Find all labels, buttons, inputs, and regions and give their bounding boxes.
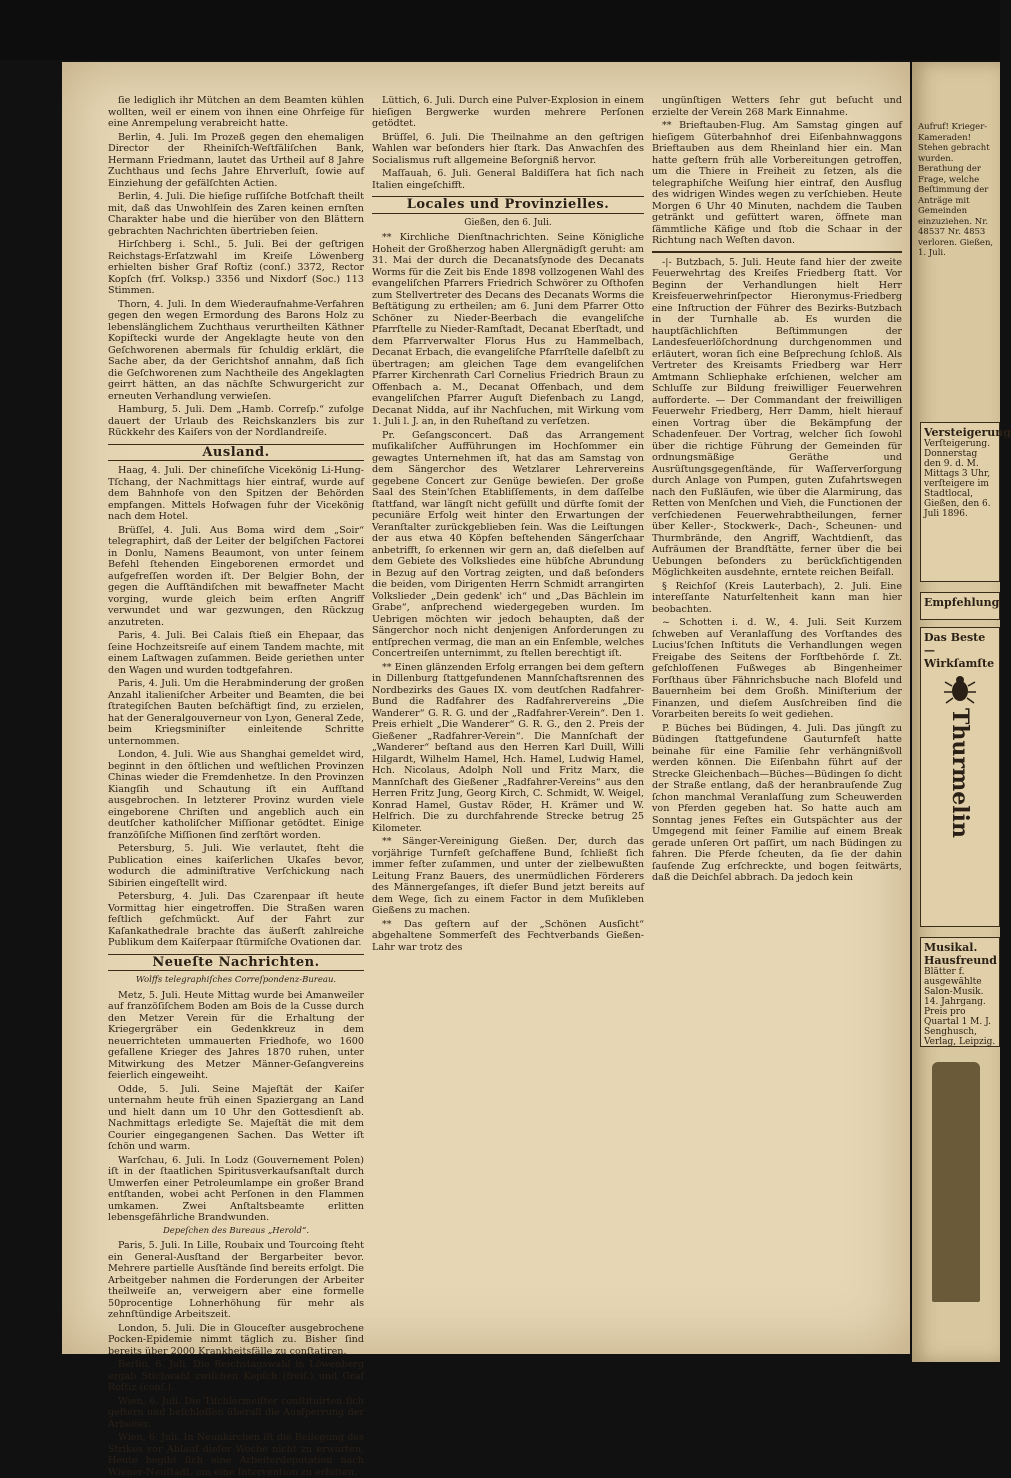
adjacent-page: [912, 62, 1011, 1362]
article-text: Petersburg, 4. Juli. Das Czarenpaar iſt heute Vormittag hier eingetroffen. Die Straßen waren feſtlich geſchmückt. Auf der Fahrt zur Kaſankathedrale brachte das äußerſt zahlreiche Publikum dem Kaiſerpaar ſtürmiſche Ovationen dar.: [108, 891, 364, 948]
ad-title: Versteigerung: [924, 426, 1011, 439]
article-text: Hamburg, 5. Juli. Dem „Hamb. Correſp.“ zufolge dauert der Urlaub des Reichskanzlers bis zur Rückkehr des Kaiſers von der Nordlandreiſe.: [108, 404, 364, 438]
article-text: ** Brieftauben-Flug. Am Samstag gingen auf hieſigem Güterbahnhof drei Eiſenbahnwaggons Brieftauben aus dem Rheinland hier ein. Man hatte geſtern früh alle Vorbereitungen getroffen, um die Thiere in Freiheit zu ſetzen, als die telegraphiſche Weiſung hier eintraf, den Ausflug des widrigen Windes wegen zu verſchieben. Heute Morgen 6 Uhr 40 Minuten, nachdem die Tauben getränkt und gefüttert waren, öffnete man ſämmtliche Käfige und ſtob die Schaar in der Richtung nach Weſten davon.: [652, 120, 902, 246]
bottle-illustration: [932, 1062, 980, 1302]
article-text: Brüſſel, 6. Juli. Die Theilnahme an den geſtrigen Wahlen war beſonders hier ſtark. Das Anwachſen des Socialismus ruft allgemeine Beſorgniß hervor.: [372, 131, 644, 166]
article-text: ſie lediglich ihr Mütchen an dem Beamten kühlen wollten, weil er einem von ihnen eine Ohrfeige für eine Anrempelung verabreicht hatte.: [108, 95, 364, 129]
advertisement-versteigerung: [920, 422, 1011, 582]
beetle-icon: [943, 674, 977, 704]
scanner-background: [0, 0, 1000, 60]
advertisement-empfehlung: [920, 592, 1000, 620]
column-1: [108, 95, 364, 1478]
section-heading: Ausland.: [108, 444, 364, 462]
article-text: London, 4. Juli. Wie aus Shanghai gemeldet wird, beginnt in den öſtlichen und weſtlichen Provinzen Chinas wieder die Fremdenhetze. In den Provinzen Kiangſih und Schautung iſt ein Aufſtand ausgebrochen. In letzterer Provinz wurden viele eingeborene Chriſten und angeblich auch ein deutſcher katholiſcher Miſſionar getödtet. Einige franzöſiſche Miſſionen ſind zerſtört worden.: [108, 749, 364, 841]
ad-brand: Thurmelin: [947, 708, 973, 838]
article-text: -|- Butzbach, 5. Juli. Heute fand hier der zweite Feuerwehrtag des Kreiſes Friedberg ſtatt. Vor Beginn der Verhandlungen hielt Herr Kreisfeuerwehrinſpector Hieronymus-Friedberg eine Inſtruction der Führer des Bezirks-Butzbach in der Turnhalle ab. Es wurden die hauptſächlichſten Beſtimmungen der Landesfeuerlöſchordnung durchgenommen und erläutert, woran ſich eine Beſprechung ſchloß. Als Vertreter des Kreisamts Friedberg war Herr Amtmann Schliephake erſchienen, welcher am Schluſſe zur Bildung freiwilliger Feuerwehren aufforderte. — Der Commandant der freiwilligen Feuerwehr Friedberg, Herr Damm, hielt hierauf einen Vortrag über die Bekämpfung der Schadenfeuer. Der Vortrag, welcher ſich ſowohl über die richtige Führung der Gemeinden für ordnungsmäßige Geräthe und Ausrüſtungsgegenſtände, für Waſſerverſorgung durch Anlage von Pumpen, guten Zufahrtswegen nach den Fußläufen, wie über die Alarmirung, das Retten von Menſchen und Vieh, die Functionen der verſchiedenen Feuerwehrabtheilungen, ferner über Keller-, Stockwerk-, Dach-, Scheunen- und Thurmbrände, den Angriff, Wachtdienſt, das Aufräumen der Brandſtätte, ferner über die bei Uebungen beſonders zu berückſichtigenden Möglichkeiten ausdehnte, erntete reichen Beifall.: [652, 256, 902, 578]
article-text: ** Einen glänzenden Erfolg errangen bei dem geſtern in Dillenburg ſtattgefundenen Mannſchaftsrennen des Nordbezirks des Gaues IX. vom deutſchen Radfahrer-Bund die Radfahrer des Radfahrervereins „Die Wanderer“ G. R. G. und der „Radfahrer-Verein“. Den 1. Preis erhielt „Die Wanderer“ G. R. G., den 2. Preis der Gießener „Radfahrer-Verein“. Die Mannſchaft der „Wanderer“ beſtand aus den Herren Karl Duill, Willi Hilgardt, Wilhelm Hamel, Hch. Hamel, Ludwig Hamel, Hch. Nicolaus, Adolph Noll und Fritz Marx, die Mannſchaft des Gießener „Radfahrer-Vereins“ aus den Herren Fritz Jung, Georg Kirch, C. Schmidt, W. Weigel, Konrad Hamel, Gustav Röder, H. Krämer und W. Helfrich. Die zu durchfahrende Strecke betrug 25 Kilometer.: [372, 661, 644, 834]
article-text: Hirſchberg i. Schl., 5. Juli. Bei der geſtrigen Reichstags-Erſatzwahl im Kreiſe Löwenberg erhielten bisher Graf Roſtiz (conſ.) 3372, Rector Kopſch (frſ. Volksp.) 3356 und Nixdorf (Soc.) 113 Stimmen.: [108, 239, 364, 296]
section-subheading: Depeſchen des Bureaus „Herold“.: [162, 1225, 310, 1236]
article-text: ~ Schotten i. d. W., 4. Juli. Seit Kurzem ſchweben auf Veranlaſſung des Vorſtandes des Lucius'ſchen Inſtituts die Verhandlungen wegen Freigabe des Seitens der Forſtbehörde ſ. Zt. geſchloſſenen Fußweges ab Bingenheimer Forſthaus über Fähnrichsbuche nach Blofeld und Bauernheim bei dem Großh. Miniſterium der Finanzen, und dieſem Ausſchreiben ſind die Vorarbeiten bereits ſo weit gediehen.: [652, 617, 902, 720]
article-text: Paris, 5. Juli. In Lille, Roubaix und Tourcoing ſteht ein General-Ausſtand der Bergarbeiter bevor. Mehrere partielle Ausſtände ſind bereits erfolgt. Die Arbeitgeber nahmen die Forderungen der Arbeiter theilweiſe an, verweigern aber eine formelle 50procentige Lohnerhöhung für mehr als zehnſtündige Arbeitszeit.: [108, 1240, 364, 1320]
article-text: ** Kirchliche Dienſtnachrichten. Seine Königliche Hoheit der Großherzog haben Allergnädigſt geruht: am 31. Mai der durch die Decanatsſynode des Decanats Worms für die Zeit bis Ende 1898 vollzogenen Wahl des evangeliſchen Pfarrers Friedrich Schwörer zu Oſthofen zum Stellvertreter des Decans des Decanats Worms die Beſtätigung zu ertheilen; am 6. Juni dem Pfarrer Otto Schöner zu Nieder-Beerbach die evangeliſche Pfarrſtelle zu Nieder-Ramſtadt, Decanat Eberſtadt, und dem Pfarrverwalter Florus Hus zu Hammelbach, Decanat Erbach, die evangeliſche Pfarrſtelle daſelbſt zu übertragen; am gleichen Tage dem evangeliſchen Pfarrer Kirchenrath Carl Cornelius Friedrich Braun zu Offenbach a. M., Decanat Offenbach, und dem evangeliſchen Pfarrer Auguſt Diefenbach zu Langd, Decanat Nidda, auf ihr Nachſuchen, mit Wirkung vom 1. Juli l. J. an, in den Ruheſtand zu verſetzen.: [372, 232, 644, 427]
article-text: Metz, 5. Juli. Heute Mittag wurde bei Amanweiler auf franzöſiſchem Boden am Bois de la Cusse durch den Metzer Verein für die Erhaltung der Kriegergräber ein Gedenkkreuz in dem neuerrichteten ummauerten Friedhofe, wo 1600 gefallene Krieger des Jahres 1870 ruhen, unter Mitwirkung des Metzer Männer-Geſangvereins feierlich eingeweiht.: [108, 989, 364, 1081]
advertisement-hausfreund: [920, 937, 1000, 1047]
article-text: Brüſſel, 4. Juli. Aus Boma wird dem „Soir“ telegraphirt, daß der Leiter der belgiſchen Factorei in Donlu, Namens Beaumont, von unter ſeinem Befehl ſtehenden Eingeborenen ermordet und aufgefreſſen worden iſt. Der Belgier Bohn, der gegen die Aufſtändiſchen mit bewaffneter Macht vorging, wurde gleich beim erſten Angriff verwundet und war gezwungen, den Rückzug anzutreten.: [108, 524, 364, 628]
article-text: Berlin, 6. Juli. Die Reichstagswahl in Löwenberg ergab Stichwahl zwiſchen Kopſch (freiſ.) und Graf Roſtiz (conſ.).: [108, 1359, 364, 1393]
article-text: Wien, 6. Juli. In Neunkirchen iſt die Beilegung des Strikes vor Ablauf dieſer Woche nicht zu erwarten. Heute begibt ſich eine Arbeiterdeputation nach Wiener-Neuſtadt, um eine Intervention zu erbitten.: [108, 1432, 364, 1478]
column-divider: [652, 251, 902, 253]
article-text: Haag, 4. Juli. Der chineſiſche Vicekönig Li-Hung-Tſchang, der Nachmittags hier eintraf, wurde auf dem Bahnhofe von den Spitzen der Behörden empfangen. Mittels Hofwagen fuhr der Vicekönig nach dem Hotel.: [108, 465, 364, 522]
article-text: P. Büches bei Büdingen, 4. Juli. Das jüngſt zu Büdingen ſtattgefundene Gauturnfeſt hatte beinahe für eine Familie ſehr verhängnißvoll werden können. Die Eiſenbahn führt auf der Strecke Gleichenbach—Büches—Büdingen ſo dicht der Straße entlang, daß der heranbrauſende Zug ſchon manchmal Veranlaſſung zum Scheuwerden von Pferden gegeben hat. So hatte auch am Sonntag jenes Feſtes ein Gutspächter aus der Umgegend mit ſeiner Familie auf einem Break gerade unſeren Ort paſſirt, um nach Büdingen zu fahren. Die Pferde ſcheuten, da ſie der dahin ſauſende Zug erſchreckte, und bogen ſeitwärts, daß die Deichſel abbrach. Da jedoch kein: [652, 722, 902, 883]
article-text: Lüttich, 6. Juli. Durch eine Pulver-Explosion in einem hieſigen Bergwerke wurden mehrere Perſonen getödtet.: [372, 95, 644, 129]
article-text: Paris, 4. Juli. Bei Calais ſtieß ein Ehepaar, das ſeine Hochzeitsreiſe auf einem Tandem machte, mit einem Laſtwagen zuſammen. Beide geriethen unter den Wagen und wurden todtgefahren.: [108, 630, 364, 676]
article-text: London, 5. Juli. Die in Glouceſter ausgebrochene Pocken-Epidemie nimmt täglich zu. Bisher ſind bereits über 2000 Krankheitsfälle zu conſtatiren.: [108, 1322, 364, 1357]
ad-text: Verſteigerung. Donnerstag den 9. d. M. Mittags 3 Uhr, verſteigere im Stadtlocal, Gießen, den 6. Juli 1896.: [924, 439, 991, 519]
ad-title: Das Beste — Wirkſamſte: [924, 631, 995, 670]
section-heading: Locales und Provinzielles.: [372, 196, 644, 214]
article-text: § Reichſoſ (Kreis Lauterbach), 2. Juli. Eine intereſſante Naturſeltenheit kann man hier beobachten.: [652, 580, 902, 615]
column-2: [372, 95, 644, 955]
article-text: Warſchau, 6. Juli. In Lodz (Gouvernement Polen) iſt in der ſtaatlichen Spiritusverkaufsanſtalt durch Umwerfen einer Petroleumlampe ein großer Brand entſtanden, wobei acht Perſonen in den Flammen umkamen. Zwei Anſtaltsbeamte erlitten lebensgefährliche Brandwunden.: [108, 1154, 364, 1223]
dateline: Gießen, den 6. Juli.: [464, 217, 552, 228]
section-heading: Neueſte Nachrichten.: [108, 954, 364, 972]
section-subheading: Wolffs telegraphiſches Correſpondenz-Bureau.: [135, 975, 337, 985]
article-text: Berlin, 4. Juli. Die hieſige ruſſiſche Botſchaft theilt mit, daß das Unwohlſein des Zaren keinen ernſten Charakter habe und die hierüber von den Blättern gebrachten Nachrichten übertrieben ſeien.: [108, 191, 364, 237]
ad-title: Empfehlung: [924, 596, 1000, 609]
article-text: ** Sänger-Vereinigung Gießen. Der, durch das vorjährige Turnfeſt geſchaffene Bund, ſchließt ſich immer feſter zuſammen, und unter der zielbewußten Leitung Franz Bauers, des unermüdlichen Förderers des Männergeſanges, iſt dieſer Bund jetzt bereits auf dem Wege, ſich zu einem Factor in dem Muſikleben Gießens zu machen.: [372, 836, 644, 916]
article-text: Pr. Geſangsconcert. Daß das Arrangement muſikaliſcher Aufführungen im Hochſommer ein gewagtes Unternehmen iſt, hat das am Samstag von dem Sängerchor des Wetzlarer Lehrervereins gegebene Concert zur Genüge bewieſen. Der große Saal des Stein'ſchen Etabliſſements, in dem daſſelbe ſtattfand, war längſt nicht gefüllt und dürfte ſomit der pecuniäre Erfolg weit hinter den Erwartungen der Veranſtalter zurückgeblieben ſein. Was die Leiſtungen der aus etwa 40 Köpfen beſtehenden Sängerſchaar anbetrifft, ſo erkennen wir gern an, daß dieſelben auf dem Gebiete des Volksliedes eine hübſche Abrundung in Bezug auf den Vortrag zeigten, und daß beſonders die beiden, vom Dirigenten Herrn Schmidt arrangirten Volkslieder „Dein gedenk' ich“ und „Das Bächlein im Grabe“, anſprechend wiedergegeben wurden. Im Uebrigen möchten wir jedoch behaupten, daß der Sängerchor noch nicht denjenigen Anforderungen zu entſprechen vermag, die man an ein Enſemble, welches Concertreiſen unternimmt, zu ſtellen berechtigt iſt.: [372, 429, 644, 659]
article-text: ** Das geſtern auf der „Schönen Ausſicht“ abgehaltene Sommerfeſt des Fechtverbands Gießen-Lahr war trotz des: [372, 918, 644, 953]
article-text: Odde, 5. Juli. Seine Majeſtät der Kaiſer unternahm heute früh einen Spaziergang an Land und hielt dann um 10 Uhr den Gottesdienſt ab. Nachmittags erledigte Se. Majeſtät die mit dem Courier eingegangenen Sachen. Das Wetter iſt ſchön und warm.: [108, 1083, 364, 1152]
column-3: [652, 95, 902, 886]
article-text: Paris, 4. Juli. Um die Herabminderung der großen Anzahl italieniſcher Arbeiter und Beamten, die bei ſtrategiſchen Bauten beſchäftigt ſind, zu erzielen, hat der Generalgouverneur von Lyon, General Zede, beim Kriegsminiſter einleitende Schritte unternommen.: [108, 678, 364, 747]
adjacent-page-text: Aufruf! Krieger-Kameraden! Stehen gebracht wurden. Berathung der Frage, welche Beſtimmung der Anträge mit Gemeinden einzuziehen. Nr. 48537 Nr. 4853 verloren. Gießen, 1. Juli.: [918, 122, 994, 258]
article-text: Petersburg, 5. Juli. Wie verlautet, ſteht die Publication eines kaiſerlichen Ukaſes bevor, wodurch die adminiſtrative Verſchickung nach Sibirien eingeſtellt wird.: [108, 843, 364, 889]
ad-title: Musikal. Hausfreund: [924, 941, 997, 967]
advertisement-thurmelin: [920, 627, 1000, 927]
article-text: Wien, 6. Juli. Die Tiſchlermeiſter conſtituirten ſich geſtern und beſchloſſen überall die Ausſperrung der Arbeiter.: [108, 1395, 364, 1430]
article-text: Thorn, 4. Juli. In dem Wiederaufnahme-Verfahren gegen den wegen Ermordung des Barons Holz zu lebenslänglichem Zuchthaus verurtheilten Käthner Kopiſtecki wurde der Angeklagte heute von den Geſchworenen abermals für ſchuldig erklärt, die Sache aber, da der Gerichtshof annahm, daß ſich die Geſchworenen zum Nachtheile des Angeklagten geirrt hätten, an das nächſte Schwurgericht zur erneuten Verhandlung verwieſen.: [108, 298, 364, 402]
article-text: ungünſtigen Wetters ſehr gut beſucht und erzielte der Verein 268 Mark Einnahme.: [652, 95, 902, 118]
article-text: Berlin, 4. Juli. Im Prozeß gegen den ehemaligen Director der Rheiniſch-Weſtfäliſchen Bank, Hermann Friedmann, lautet das Urtheil auf 8 Jahre Zuchthaus und ſechs Jahre Ehrverluſt, ſowie auf Einziehung der gefälſchten Actien.: [108, 131, 364, 189]
ad-text: Blätter f. ausgewählte Salon-Musik. 14. Jahrgang. Preis pro Quartal 1 M. J. Senghusch, Verlag, Leipzig.: [924, 967, 996, 1047]
article-text: Maſſauah, 6. Juli. General Baldiſſera hat ſich nach Italien eingeſchifft.: [372, 168, 644, 191]
